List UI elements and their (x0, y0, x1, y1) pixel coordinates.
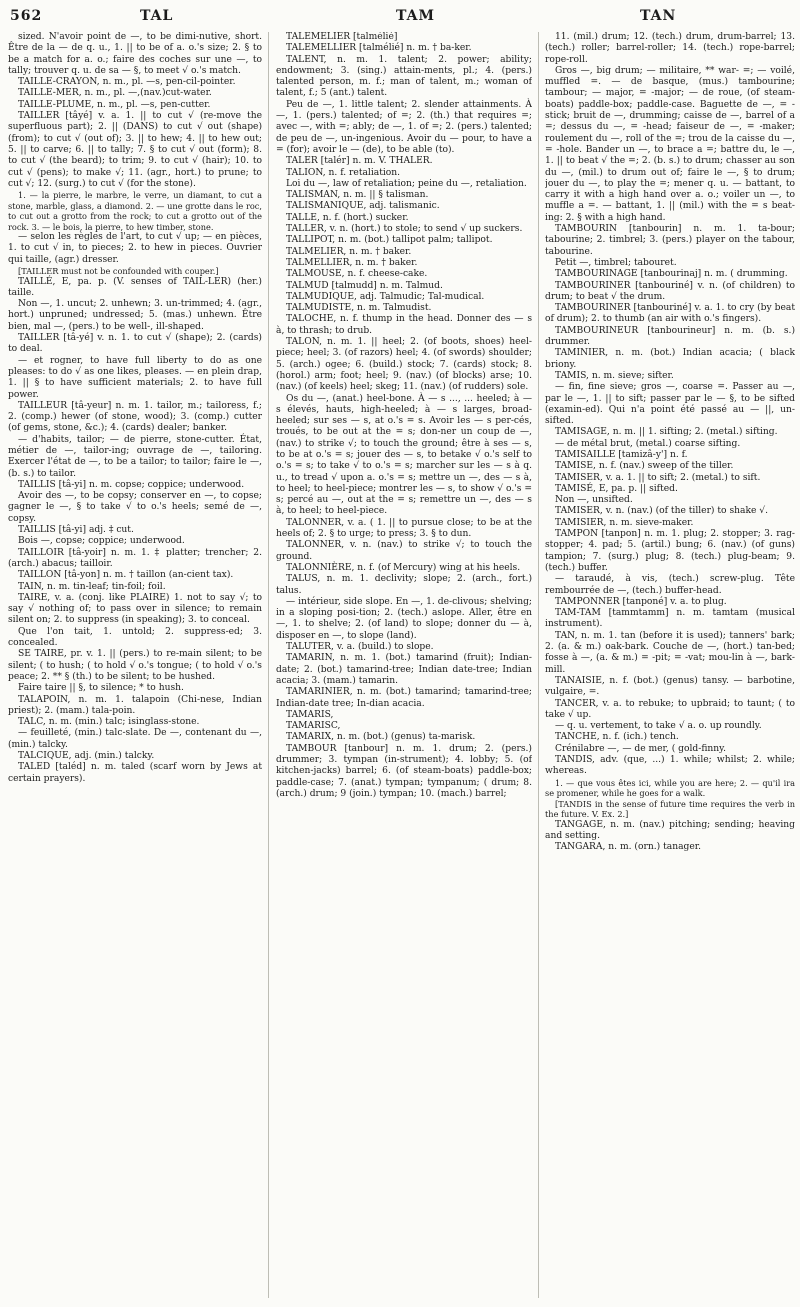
column-center (276, 32, 532, 1300)
dictionary-entry: TALER [talér] n. m. V. THALER. (286, 156, 433, 167)
dictionary-entry: TAILLÉ, E, pa. p. (V. senses of TAIL-LER) (her.) taille. (8, 276, 262, 298)
dictionary-entry: TAIN, n. m. tin-leaf; tin-foil; foil. (18, 581, 166, 592)
dictionary-entry: TANGARA, n. m. (orn.) tanager. (555, 842, 702, 853)
dictionary-entry: TALLIPOT, n. m. (bot.) tallipot palm; tallipot. (286, 235, 493, 246)
dictionary-entry: TALISMANIQUE, adj. talismanic. (286, 201, 440, 212)
dictionary-entry: — feuilleté, (min.) talc-slate. De —, contenant du —, (min.) talcky. (8, 728, 262, 750)
dictionary-entry: — q. u. vertement, to take √ a. o. up roundly. (555, 721, 762, 732)
dictionary-entry: — selon les règles de l'art, to cut √ up; — en pièces, 1. to cut √ in, to pieces; 2. to hew in pieces. Ouvrier qui taille, (agr.) dresser. (8, 232, 262, 265)
column-divider (268, 32, 269, 1298)
dictionary-entry: TAMARISC, (286, 721, 341, 732)
dictionary-entry: TALENT, n. m. 1. talent; 2. power; ability; endowment; 3. (sing.) attain-ments, pl.; 4. (pers.) talented person, m. f.; man of talent, m.; woman of talent, f.; 5 (ant.) talent. (276, 54, 532, 99)
dictionary-entry: TAMBOURIN [tanbourin] n. m. 1. ta-bour; tabourine; 2. timbrel; 3. (pers.) player on the tabour, tabourine. (545, 224, 795, 257)
dictionary-entry: TAMISÉ, E, pa. p. || sifted. (555, 483, 678, 494)
dictionary-entry: Bois —, copse; coppice; underwood. (18, 536, 185, 547)
dictionary-entry: TAM-TAM [tammtamm] n. m. tamtam (musical instrument). (545, 608, 795, 630)
dictionary-entry: 1. — la pierre, le marbre, le verre, un diamant, to cut a stone, marble, glass, a diamond. 2. — une grotte dans le roc, to cut out a grotto from the rock; to cut a grotto out of the rock. 3. — le bois, la pierre, to hew timber, stone. (8, 190, 262, 232)
dictionary-entry: TAMISIER, n. m. sieve-maker. (555, 517, 694, 528)
dictionary-entry: TAMISAGE, n. m. || 1. sifting; 2. (metal.) sifting. (555, 427, 778, 438)
dictionary-entry: Crénilabre —, — de mer, ( gold-finny. (555, 743, 727, 754)
dictionary-entry: Non —, unsifted. (555, 495, 633, 506)
dictionary-entry: TALLE, n. f. (hort.) sucker. (286, 212, 409, 223)
guide-word-right: TAN (640, 8, 677, 24)
dictionary-entry: TANGAGE, n. m. (nav.) pitching; sending; heaving and setting. (545, 819, 795, 841)
dictionary-entry: Peu de —, 1. little talent; 2. slender attainments. À —, 1. (pers.) talented; of =; 2. (th.) that requires =; avec —, with =; ably; de —, 1. of =; 2. (pers.) talented; de peu de —, un-ingenious. Avoir du — pour, to have a = (for); avoir le — (de), to be able (to). (276, 99, 532, 155)
dictionary-entry: TAMISER, v. a. 1. || to sift; 2. (metal.) to sift. (555, 472, 761, 483)
column-right (545, 32, 795, 1300)
dictionary-entry: Faire taire || §, to silence; * to hush. (18, 683, 184, 694)
dictionary-entry: TAILLIS [tâ-yi] n. m. copse; coppice; underwood. (18, 479, 245, 490)
dictionary-entry: TANCER, v. a. to rebuke; to upbraid; to taunt; ( to take √ up. (545, 698, 795, 720)
dictionary-entry: 1. — que vous êtes ici, while you are here; 2. — qu'il ira se promener, while he goes for a walk. (545, 777, 795, 799)
dictionary-entry: TAILLIS [tâ-yi] adj. ‡ cut. (18, 525, 134, 536)
dictionary-entry: TAMPON [tanpon] n. m. 1. plug; 2. stopper; 3. rag-stopper; 4. pad; 5. (artil.) bung; 6. (nav.) (of guns) tampion; 7. (surg.) plug; 8. (tech.) plug-beam; 9. (tech.) buffer. (545, 529, 795, 573)
dictionary-entry: TAILLON [tâ-yon] n. m. † taillon (an-cient tax). (18, 570, 234, 581)
dictionary-entry: TALAPOIN, n. m. 1. talapoin (Chi-nese, Indian priest); 2. (mam.) tala-poin. (8, 694, 262, 716)
dictionary-entry: Loi du —, law of retaliation; peine du —, retaliation. (286, 178, 527, 189)
dictionary-entry: TAILLE-CRAYON, n. m., pl. —s, pen-cil-pointer. (18, 77, 236, 88)
column-divider (538, 32, 539, 1298)
dictionary-entry: TALMELIER, n. m. † baker. (286, 246, 412, 257)
dictionary-entry: TALMELLIER, n. m. † baker. (286, 257, 418, 268)
dictionary-entry: — intérieur, side slope. En —, 1. de-clivous; shelving; in a sloping posi-tion; 2. (tech.) aslope. Aller, être en —, 1. to shelve; 2. (of land) to slope; donner du — à, disposer en —, to slope (land). (276, 596, 532, 641)
dictionary-entry: TALON, n. m. 1. || heel; 2. (of boots, shoes) heel-piece; heel; 3. (of razors) heel; 4. (of swords) shoulder; 5. (arch.) ogee; 6. (build.) stock; 7. (cards) stock; 8. (horol.) arm; foot; heel; 9. (nav.) (of blocks) arse; 10. (nav.) (of keels) heel; skeg; 11. (nav.) (of rudders) sole. (276, 337, 532, 393)
dictionary-entry: TAMBOURINER [tanbouriné] v. n. (of children) to drum; to beat √ the drum. (545, 280, 795, 302)
dictionary-entry: TAILLE-PLUME, n. m., pl. —s, pen-cutter. (18, 99, 211, 110)
dictionary-entry: — d'habits, tailor; — de pierre, stone-cutter. État, métier de —, tailor-ing; ouvrage de —, tailoring. Exercer l'état de —, to be a tailor; to tailor; faire le —, (b. s.) to tailor. (8, 434, 262, 479)
dictionary-entry: Non —, 1. uncut; 2. unhewn; 3. un-trimmed; 4. (agr., hort.) unpruned; undressed; 5. (mas.) unhewn. Être bien, mal —, (pers.) to be well-, ill-shaped. (8, 299, 262, 332)
dictionary-entry: TALONNER, v. n. (nav.) to strike √; to touch the ground. (276, 540, 532, 562)
dictionary-entry: TAMISE, n. f. (nav.) sweep of the tiller. (555, 461, 734, 472)
dictionary-entry: TAILLE-MER, n. m., pl. —,(nav.)cut-water. (18, 88, 212, 99)
dictionary-entry: TAILLOIR [tâ-yoir] n. m. 1. ‡ platter; trencher; 2. (arch.) abacus; tailloir. (8, 547, 262, 569)
dictionary-entry: TALMOUSE, n. f. cheese-cake. (286, 269, 428, 280)
dictionary-entry: TALC, n. m. (min.) talc; isinglass-stone. (18, 717, 200, 728)
dictionary-entry: TAILLER [tâyé] v. a. 1. || to cut √ (re-move the superfluous part); 2. || (DANS) to cut √ out (shape) (from); to cut √ (out of); 3. || to hew; 4. || to hew out; 5. || to carve; 6. || to tally; 7. § to cut √ out (form); 8. to cut √ (the beard); to trim; 9. to cut √ (hair); 10. to cut √ (pens); to make √; 11. (agr., hort.) to prune; to cut √; 12. (surg.) to cut √ (for the stone). (8, 111, 262, 189)
dictionary-entry: Petit —, timbrel; tabouret. (555, 257, 677, 268)
dictionary-entry: TAMBOURINEUR [tanbourineur] n. m. (b. s.) drummer. (545, 325, 795, 348)
dictionary-entry: 11. (mil.) drum; 12. (tech.) drum, drum-barrel; 13. (tech.) roller; barrel-roller; 14. (tech.) rope-barrel; rope-roll. (545, 32, 795, 65)
column-left (8, 32, 262, 1300)
dictionary-entry: TALMUD [talmudd] n. m. Talmud. (286, 280, 443, 291)
dictionary-entry: TAMISER, v. n. (nav.) (of the tiller) to shake √. (555, 506, 768, 517)
dictionary-entry: TANCHE, n. f. (ich.) tench. (555, 732, 679, 743)
dictionary-entry: TALCIQUE, adj. (min.) talcky. (18, 751, 155, 762)
page-number: 562 (10, 8, 43, 24)
dictionary-entry: TAMBOUR [tanbour] n. m. 1. drum; 2. (pers.) drummer; 3. tympan (in-strument); 4. lobby; 5. (of kitchen-jacks) barrel; 6. (of steam-boats) paddle-box; paddle-case; 7. (anat.) tympan; tympanum; ( drum; 8. (arch.) drum; 9 (join.) tympan; 10. (mach.) barrel; (276, 743, 532, 799)
dictionary-entry: TALLER, v. n. (hort.) to stole; to send √ up suckers. (286, 224, 523, 235)
dictionary-entry: TAMBOURINER [tanbouriné] v. a. 1. to cry (by beat of drum); 2. to thumb (an air with o.'s fingers). (545, 303, 795, 325)
guide-word-left: TAL (140, 8, 174, 24)
dictionary-entry: TAMISAILLE [tamizâ-y'] n. f. (555, 449, 688, 460)
dictionary-entry: TAMIS, n. m. sieve; sifter. (555, 370, 674, 381)
dictionary-entry: TAMINIER, n. m. (bot.) Indian acacia; ( black briony. (545, 348, 795, 370)
dictionary-entry: sized. N'avoir point de —, to be dimi-nutive, short. Être de la — de q. u., 1. || to be of a. o.'s size; 2. § to be a match for a. o.; faire des coches sur une —, to tally; trouver q. u. de sa — §, to meet √ o.'s match. (8, 32, 262, 76)
dictionary-entry: TALONNER, v. a. ( 1. || to pursue close; to be at the heels of; 2. § to urge; to press; 3. § to dun. (276, 517, 532, 540)
dictionary-entry: TANAISIE, n. f. (bot.) (genus) tansy. — barbotine, vulgaire, =. (545, 675, 795, 698)
dictionary-entry: TALONNIÈRE, n. f. (of Mercury) wing at his heels. (286, 562, 521, 573)
dictionary-entry: Gros —, big drum; — militaire, ** war- =; — voilé, muffled =. — de basque, (mus.) tambourine; tambour; — major, = -major; — de roue, (of steam-boats) paddle-box; paddle-case. Baguette de —, = -stick; bruit de —, drumming; caisse de —, barrel of a =; dessus du —, = -head; faiseur de —, = -maker; roulement du —, roll of the =; trou de la caisse du —, = -hole. Bander un —, to brace a =; battre du, le —, 1. || to beat √ the =; 2. (b. s.) to drum; chasser au son du —, (mil.) to drum out of; faire le —, § to drum; jouer du —, to play the =; mener q. u. — battant, to carry it with a high hand over a. o.; voiler un —, to muffle a =. — battant, 1. || (mil.) with the = s beat-ing: 2. § with a high hand. (545, 65, 795, 223)
dictionary-entry: TAILLEUR [tâ-yeur] n. m. 1. tailor, m.; tailoress, f.; 2. (comp.) hewer (of stone, wood); 3. (comp.) cutter (of gems, stone, &c.); 4. (cards) dealer; banker. (8, 400, 262, 434)
dictionary-entry: [TAILLER must not be confounded with couper.] (18, 266, 219, 277)
dictionary-entry: — de métal brut, (metal.) coarse sifting. (555, 438, 741, 449)
dictionary-entry: TAIRE, v. a. (conj. like PLAIRE) 1. not to say √; to say √ nothing of; to pass over in silence; to remain silent on; 2. to suppress (in speaking); 3. to conceal. (8, 592, 262, 626)
dictionary-entry: TAMARIN, n. m. 1. (bot.) tamarind (fruit); Indian-date; 2. (bot.) tamarind-tree; Indian date-tree; Indian acacia; 3. (mam.) tamarin. (276, 653, 532, 686)
dictionary-entry: TALEMELIER [talmélié] (286, 32, 398, 42)
dictionary-entry: Os du —, (anat.) heel-bone. À — s ..., ... heeled; à — s élevés, hauts, high-heeled; à — s larges, broad-heeled; sur ses — s, at o.'s = s. Avoir les — s per-cés, troués, to be out at the = s; don-ner un coup de —, (nav.) to strike √; to touch the ground; être à ses — s, to be at o.'s = s; jouer des — s, to betake √ o.'s self to o.'s = s; to take √ to o.'s = s; marcher sur les — s à q. u., to tread √ upon a. o.'s = s; mettre un —, des — s à, to heel; to heel-piece; montrer les — s, to show √ o.'s = s; percé au —, out at the = s; remettre un —, des — s à, to heel; to heel-piece. (276, 393, 532, 517)
dictionary-entry: — et rogner, to have full liberty to do as one pleases: to do √ as one likes, pleases. — en plein drap, 1. || § to have sufficient materials; 2. to have full power. (8, 355, 262, 400)
dictionary-entry: — taraudé, à vis, (tech.) screw-plug. Tête rembourrée de —, (tech.) buffer-head. (545, 574, 795, 596)
dictionary-entry: [TANDIS in the sense of future time requires the verb in the future. V. Ex. 2.] (545, 798, 795, 820)
dictionary-entry: TALEMELLIER [talmélié] n. m. † ba-ker. (286, 43, 472, 54)
dictionary-entry: TALOCHE, n. f. thump in the head. Donner des — s à, to thrash; to drub. (276, 314, 532, 336)
guide-word-center: TAM (396, 8, 436, 24)
dictionary-entry: TALUTER, v. a. (build.) to slope. (286, 642, 434, 653)
dictionary-entry: TAILLER [tâ-yé] v. n. 1. to cut √ (shape); 2. (cards) to deal. (8, 333, 262, 355)
dictionary-entry: TAMBOURINAGE [tanbourinaj] n. m. ( drumming. (555, 269, 788, 280)
dictionary-entry: TAMARIS, (286, 709, 334, 720)
dictionary-entry: TANDIS, adv. (que, ...) 1. while; whilst; 2. while; whereas. (545, 755, 795, 777)
dictionary-entry: TALMUDIQUE, adj. Talmudic; Tal-mudical. (286, 291, 485, 302)
dictionary-entry: TAMPONNER [tanponé] v. a. to plug. (555, 596, 727, 607)
dictionary-entry: Que l'on tait, 1. untold; 2. suppress-ed; 3. concealed. (8, 626, 262, 649)
dictionary-entry: TAMARINIER, n. m. (bot.) tamarind; tamarind-tree; Indian-date tree; In-dian acacia. (276, 687, 532, 709)
dictionary-entry: TAN, n. m. 1. tan (before it is used); tanners' bark; 2. (a. & m.) oak-bark. Couche de —, (hort.) tan-bed; fosse à —, (a. & m.) = -pit; = -vat; mou-lin à —, bark-mill. (545, 630, 795, 675)
dictionary-entry: TALMUDISTE, n. m. Talmudist. (286, 303, 432, 314)
dictionary-entry: Avoir des —, to be copsy; conserver en —, to copse; gagner le —, § to take √ to o.'s heels; semé de —, copsy. (8, 491, 262, 524)
dictionary-entry: TALISMAN, n. m. || § talisman. (286, 190, 429, 201)
dictionary-entry: TALED [taléd] n. m. taled (scarf worn by Jews at certain prayers). (8, 762, 262, 784)
dictionary-entry: TALION, n. f. retaliation. (286, 167, 401, 178)
dictionary-entry: — fin, fine sieve; gros —, coarse =. Passer au —, par le —, 1. || to sift; passer par le — §, to be sifted (examin-ed). Qui n'a point été passé au — ||, un-sifted. (545, 382, 795, 427)
dictionary-entry: SE TAIRE, pr. v. 1. || (pers.) to re-main silent; to be silent; ( to hush; ( to hold √ o.'s tongue; ( to hold √ o.'s peace; 2. ** § (th.) to be silent; to be hushed. (8, 649, 262, 682)
dictionary-entry: TALUS, n. m. 1. declivity; slope; 2. (arch., fort.) talus. (276, 574, 532, 596)
dictionary-entry: TAMARIX, n. m. (bot.) (genus) ta-marisk. (286, 732, 476, 743)
